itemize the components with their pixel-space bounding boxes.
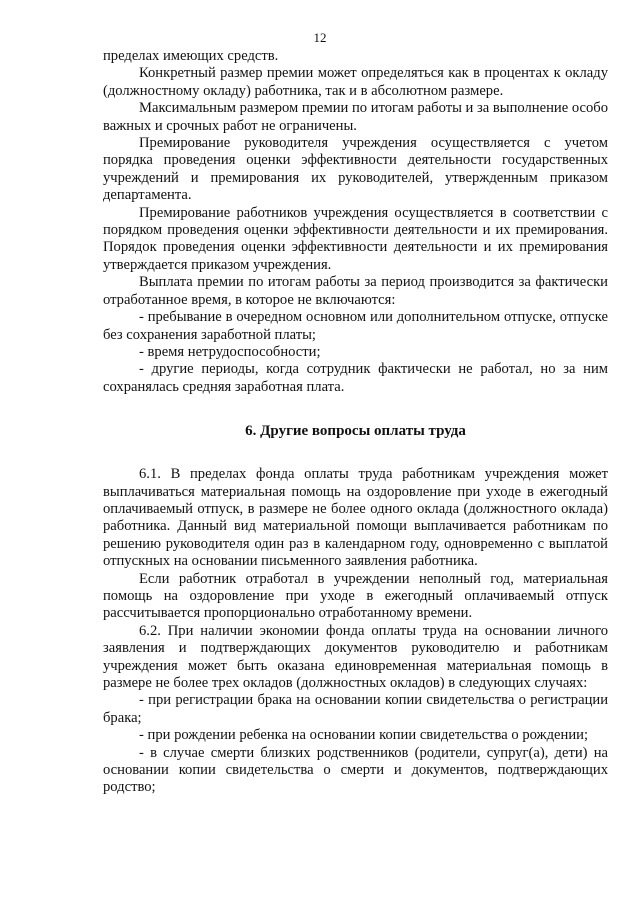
list-item: - пребывание в очередном основном или дополнительном отпуске, отпуске без сохранения заработной платы; (103, 309, 608, 343)
list-item: - другие периоды, когда сотрудник фактически не работал, но за ним сохранялась средняя заработная плата. (103, 361, 608, 395)
paragraph: Если работник отработал в учреждении неполный год, материальная помощь на оздоровление при уходе в ежегодный оплачиваемый отпуск рассчитывается пропорционально отработанному времени. (103, 570, 608, 622)
list-item: - время нетрудоспособности; (139, 343, 321, 360)
paragraph: Премирование руководителя учреждения осуществляется с учетом порядка проведения оценки эффективности деятельности государственных учреждений и премирования их руководителей, утвержденным приказом департамента. (103, 135, 608, 204)
document-body (103, 48, 608, 797)
section-heading: 6. Другие вопросы оплаты труда (245, 423, 466, 440)
paragraphs-before-section (103, 48, 608, 396)
paragraph: 6.2. При наличии экономии фонда оплаты труда на основании личного заявления и подтверждающих документов руководителю и работникам учреждения может быть оказана единовременная материальная помощь в размере не более трех окладов (должностных окладов) в следующих случаях: (103, 622, 608, 691)
paragraph: Выплата премии по итогам работы за период производится за фактически отработанное время, в которое не включаются: (103, 274, 608, 308)
paragraph: Максимальным размером премии по итогам работы и за выполнение особо важных и срочных работ не ограничены. (103, 100, 608, 134)
list-item: - при рождении ребенка на основании копии свидетельства о рождении; (139, 727, 589, 744)
paragraph: Премирование работников учреждения осуществляется в соответствии с порядком проведения оценки эффективности деятельности и их премирования. Порядок проведения оценки эффективности деятельности и их премирования утверждается приказом учреждения. (103, 204, 608, 273)
paragraph: Конкретный размер премии может определяться как в процентах к окладу (должностному окладу) работника, так и в абсолютном размере. (103, 65, 608, 99)
page-number: 12 (313, 30, 327, 45)
paragraphs-after-section (103, 466, 608, 797)
list-item: - при регистрации брака на основании копии свидетельства о регистрации брака; (103, 692, 608, 726)
paragraph: 6.1. В пределах фонда оплаты труда работникам учреждения может выплачиваться материальная помощь на оздоровление при уходе в ежегодный оплачиваемый отпуск, в размере не более одного оклада (должностного оклада) работника. Данный вид материальной помощи выплачивается работникам по решению руководителя один раз в календарном году, одновременно с выплатой отпускных на основании письменного заявления работника. (103, 466, 608, 570)
paragraph: пределах имеющих средств. (103, 48, 279, 64)
list-item: - в случае смерти близких родственников (родители, супруг(а), дети) на основании копии свидетельства о смерти и документов, подтверждающих родство; (103, 744, 608, 796)
